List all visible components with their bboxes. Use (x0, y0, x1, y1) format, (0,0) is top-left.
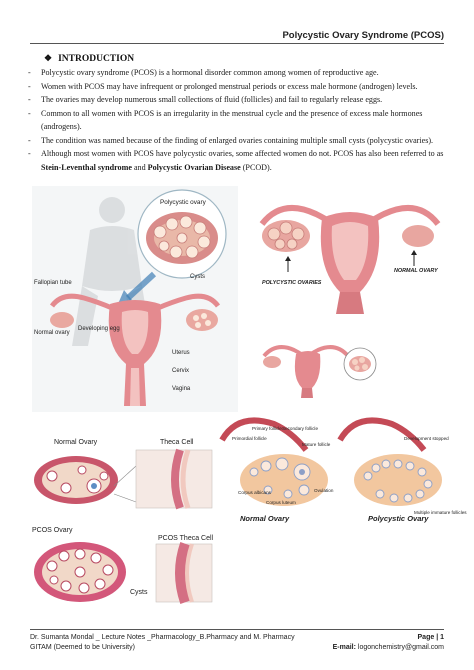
label-normal-ovary-4: Normal Ovary (240, 514, 290, 523)
footer-author-line: Dr. Sumanta Mondal _ Lecture Notes _Pharmacology_B.Pharmacy and M. Pharmacy (30, 634, 295, 641)
label-developing-egg: Developing egg (78, 326, 120, 332)
label-primordial-follicle: Primordial follicle (232, 436, 267, 441)
page-header-title: Polycystic Ovary Syndrome (PCOS) (282, 30, 444, 41)
polycystic-vs-normal-uterus-illustration (252, 188, 448, 314)
label-pcos-ovary: PCOS Ovary (32, 527, 73, 534)
list-item: - The condition was named because of the finding of enlarged ovaries containing multiple small cysts (polycystic ovaries). (28, 135, 434, 145)
section-heading (44, 53, 134, 64)
label-pcos-theca-cell: PCOS Theca Cell (158, 535, 214, 542)
footer-institution-line: GITAM (Deemed to be University) (30, 644, 135, 651)
label-polycystic-ovary-2: Polycystic Ovary (368, 514, 429, 523)
email-address[interactable]: logonchemistry@gmail.com (357, 644, 444, 651)
label-mature-follicle: Mature follicle (302, 442, 331, 447)
intro-bullet-list (28, 66, 448, 174)
label-cervix: Cervix (172, 368, 190, 374)
diamond-bullet-icon: ❖ (44, 53, 53, 63)
label-multiple-immature: Multiple immature follicles (414, 510, 467, 515)
follicle-development-illustration (218, 410, 467, 530)
label-ovulation: Ovulation (314, 488, 334, 493)
footer-divider (30, 629, 444, 630)
footer-right (333, 633, 444, 653)
uterus-magnified-ovary-illustration (258, 338, 378, 398)
list-item: - Women with PCOS may have infrequent or prolonged menstrual periods or excess male hormone (androgen) levels. (28, 81, 418, 91)
label-uterus: Uterus (172, 350, 190, 356)
label-fallopian-tube: Fallopian tube (34, 280, 72, 286)
label-vagina: Vagina (172, 386, 191, 392)
label-polycystic-ovaries: POLYCYSTIC OVARIES (262, 280, 322, 286)
label-polycystic-ovary: Polycystic ovary (160, 199, 206, 206)
footer-left (30, 633, 295, 653)
header-divider (30, 43, 444, 44)
list-item: - Common to all women with PCOS is an irregularity in the menstrual cycle and the presence of excess male hormones (androgens). (28, 108, 423, 131)
page-number: Page | 1 (417, 634, 444, 641)
pcos-anatomy-illustration (32, 186, 238, 412)
label-theca-cell: Theca Cell (160, 439, 194, 446)
list-item: - The ovaries may develop numerous small collections of fluid (follicles) and fail to regularly release eggs. (28, 95, 383, 104)
email-label: E-mail: (332, 644, 356, 651)
theca-cell-comparison-illustration (30, 436, 216, 608)
label-corpus-albicans: Corpus albicans (238, 490, 271, 495)
label-corpus-luteum: Corpus luteum (266, 500, 296, 505)
label-normal-ovary: Normal ovary (34, 330, 70, 336)
list-item: - Although most women with PCOS have polycystic ovaries, some affected women do not. PCOS has also been referred to as Stein-Leventhal syndrome and Polycystic Ovarian Disease (PCOD). (28, 149, 444, 172)
label-cysts-2: Cysts (130, 589, 148, 596)
list-item: - Polycystic ovary syndrome (PCOS) is a hormonal disorder common among women of reproductive age. (28, 68, 379, 77)
section-heading-text: INTRODUCTION (58, 53, 135, 64)
label-secondary-follicle: Secondary follicle (282, 426, 319, 431)
label-normal-ovary-3: Normal Ovary (54, 439, 98, 446)
label-normal-ovary-2: NORMAL OVARY (394, 268, 438, 274)
label-cysts: Cysts (190, 274, 205, 280)
label-primary-follicle: Primary follicle (252, 426, 282, 431)
label-development-stopped: Development stopped (404, 436, 449, 441)
